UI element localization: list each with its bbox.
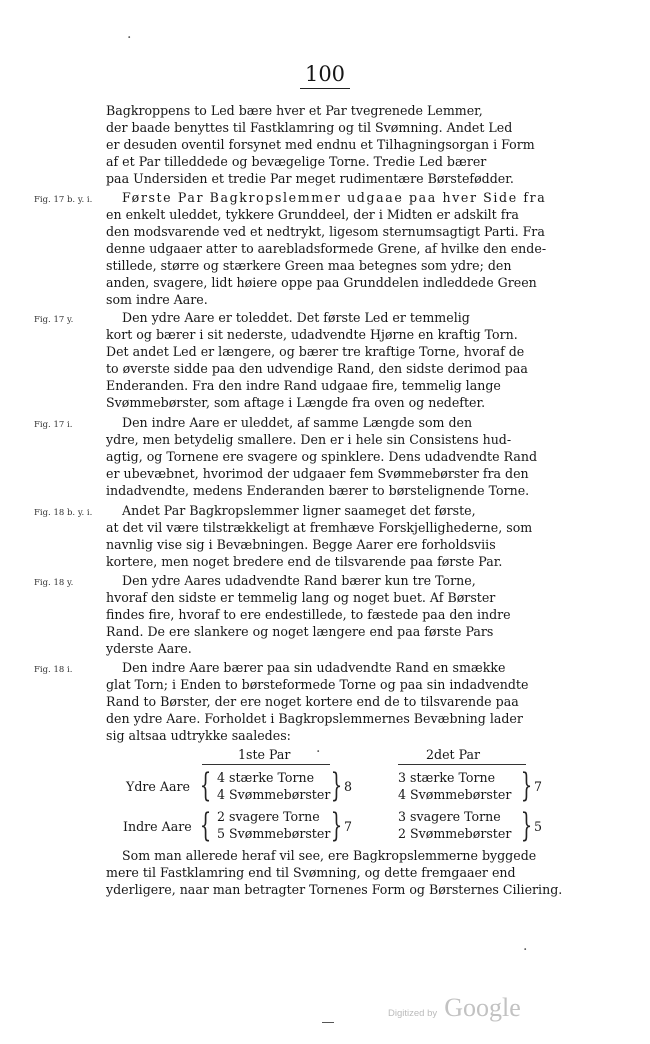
text-line: stillede, større og stærkere Green maa betegnes som ydre; den: [106, 258, 512, 273]
text-line: navnlig vise sig i Bevæbningen. Begge Aarer ere forholdsviis: [106, 537, 496, 552]
cell-total: 5: [534, 819, 543, 834]
cell: 3 stærke Torne: [398, 770, 496, 785]
text-line: Den ydre Aares udadvendte Rand bærer kun tre Torne,: [122, 573, 476, 588]
text-line: Enderanden. Fra den indre Rand udgaae fire, temmelig lange: [106, 378, 501, 393]
text-line: Rand. De ere slankere og noget længere end paa første Pars: [106, 624, 494, 639]
text-line: Den ydre Aare er toleddet. Det første Led er temmelig: [122, 310, 470, 325]
text-line: anden, svagere, lidt høiere oppe paa Grunddelen indleddede Green: [106, 275, 537, 290]
text-line: indadvendte, medens Enderanden bærer to børstelignende Torne.: [106, 483, 530, 498]
text-line: paa Undersiden et tredie Par meget rudimentære Børstefødder.: [106, 171, 514, 186]
cell: 2 svagere Torne: [217, 809, 320, 824]
text-line: findes fire, hvoraf to ere endestillede, to fæstede paa den indre: [106, 607, 511, 622]
row-label-inner-ramus: Indre Aare: [123, 819, 192, 834]
google-logo: Google: [444, 993, 521, 1022]
text-line: er ubevæbnet, hvorimod der udgaaer fem Svømmebørster fra den: [106, 466, 529, 481]
text-line: sig altsaa udtrykke saaledes:: [106, 728, 291, 743]
text-line: denne udgaaer atter to aarebladsformede Grene, af hvilke den ende-: [106, 241, 547, 256]
right-brace: }: [330, 805, 343, 844]
text-line: en enkelt uleddet, tykkere Grunddeel, der i Midten er adskilt fra: [106, 207, 519, 222]
text-line: mere til Fastklamring end til Svømning, og dette fremgaaer end: [106, 865, 516, 880]
cell-total: 7: [344, 819, 353, 834]
text-line: er desuden oventil forsynet med endnu et Tilhagningsorgan i Form: [106, 137, 535, 152]
watermark-prefix: Digitized by: [388, 1008, 438, 1019]
text-line: der baade benyttes til Fastklamring og til Svømning. Andet Led: [106, 120, 513, 135]
margin-note: Fig. 17 i.: [34, 420, 73, 430]
left-brace: {: [199, 805, 212, 844]
text-line: to øverste sidde paa den udvendige Rand, den sidste derimod paa: [106, 361, 528, 376]
text-line: af et Par tilleddede og bevægelige Torne. Tredie Led bærer: [106, 154, 487, 169]
text-line: Rand to Børster, der ere noget kortere end de to tilsvarende paa: [106, 694, 519, 709]
text-line: kort og bærer i sit nederste, udadvendte Hjørne en kraftig Torn.: [106, 327, 518, 342]
right-brace: }: [520, 765, 533, 804]
table-header-second-pair: 2det Par: [426, 747, 481, 762]
cell: 4 Svømmebørster: [398, 787, 512, 802]
table-header-first-pair: 1ste Par: [238, 747, 291, 762]
margin-note: Fig. 18 i.: [34, 665, 73, 675]
header-rule: [398, 764, 526, 765]
margin-note: Fig. 18 y.: [34, 578, 74, 588]
page-number: 100: [300, 62, 350, 89]
text-line: Det andet Led er længere, og bærer tre kraftige Torne, hvoraf de: [106, 344, 525, 359]
text-line: Som man allerede heraf vil see, ere Bagkropslemmerne byggede: [122, 848, 537, 863]
text-line: [122, 189, 546, 206]
text-line: yderligere, naar man betragter Tornenes Form og Børsternes Ciliering.: [106, 882, 563, 897]
text-line: kortere, men noget bredere end de tilsvarende paa første Par.: [106, 554, 503, 569]
text-line: Den indre Aare bærer paa sin udadvendte Rand en smække: [122, 660, 506, 675]
text-line: Andet Par Bagkropslemmer ligner saameget det første,: [122, 503, 476, 518]
text-line: hvoraf den sidste er temmelig lang og noget buet. Af Børster: [106, 590, 496, 605]
text-line: at det vil være tilstrækkeligt at fremhæve Forskjellighederne, som: [106, 520, 533, 535]
text-line: ydre, men betydelig smallere. Den er i hele sin Consistens hud-: [106, 432, 512, 447]
cell: 3 svagere Torne: [398, 809, 501, 824]
cell-total: 8: [344, 779, 353, 794]
text-line: som indre Aare.: [106, 292, 208, 307]
digitized-by-google-watermark: [388, 993, 521, 1023]
text-line: agtig, og Tornene ere svagere og spinklere. Dens udadvendte Rand: [106, 449, 538, 464]
speck: ·: [127, 30, 132, 46]
text-line: Svømmebørster, som aftage i Længde fra oven og nedefter.: [106, 395, 486, 410]
speck: ·: [523, 942, 528, 958]
cell: 2 Svømmebørster: [398, 826, 512, 841]
speck: [322, 1022, 334, 1023]
text-line: glat Torn; i Enden to børsteformede Torne og paa sin indadvendte: [106, 677, 529, 692]
text-line: den ydre Aare. Forholdet i Bagkropslemmernes Bevæbning lader: [106, 711, 523, 726]
spaced-heading: Første Par Bagkropslemmer udgaae paa hver Side fra: [122, 190, 547, 205]
margin-note: Fig. 17 b. y. i.: [34, 195, 93, 205]
header-rule: [202, 764, 330, 765]
text-line: Bagkroppens to Led bære hver et Par tvegrenede Lemmer,: [106, 103, 483, 118]
cell-total: 7: [534, 779, 543, 794]
cell: 5 Svømmebørster: [217, 826, 331, 841]
row-label-outer-ramus: Ydre Aare: [126, 779, 190, 794]
left-brace: {: [199, 765, 212, 804]
right-brace: }: [520, 805, 533, 844]
cell: 4 stærke Torne: [217, 770, 315, 785]
speck: ·: [316, 744, 321, 760]
margin-note: Fig. 18 b. y. i.: [34, 508, 93, 518]
right-brace: }: [330, 765, 343, 804]
text-line: yderste Aare.: [106, 641, 192, 656]
text-line: Den indre Aare er uleddet, af samme Længde som den: [122, 415, 473, 430]
cell: 4 Svømmebørster: [217, 787, 331, 802]
text-line: den modsvarende ved et nedtrykt, ligesom sternumsagtigt Parti. Fra: [106, 224, 545, 239]
margin-note: Fig. 17 y.: [34, 315, 74, 325]
